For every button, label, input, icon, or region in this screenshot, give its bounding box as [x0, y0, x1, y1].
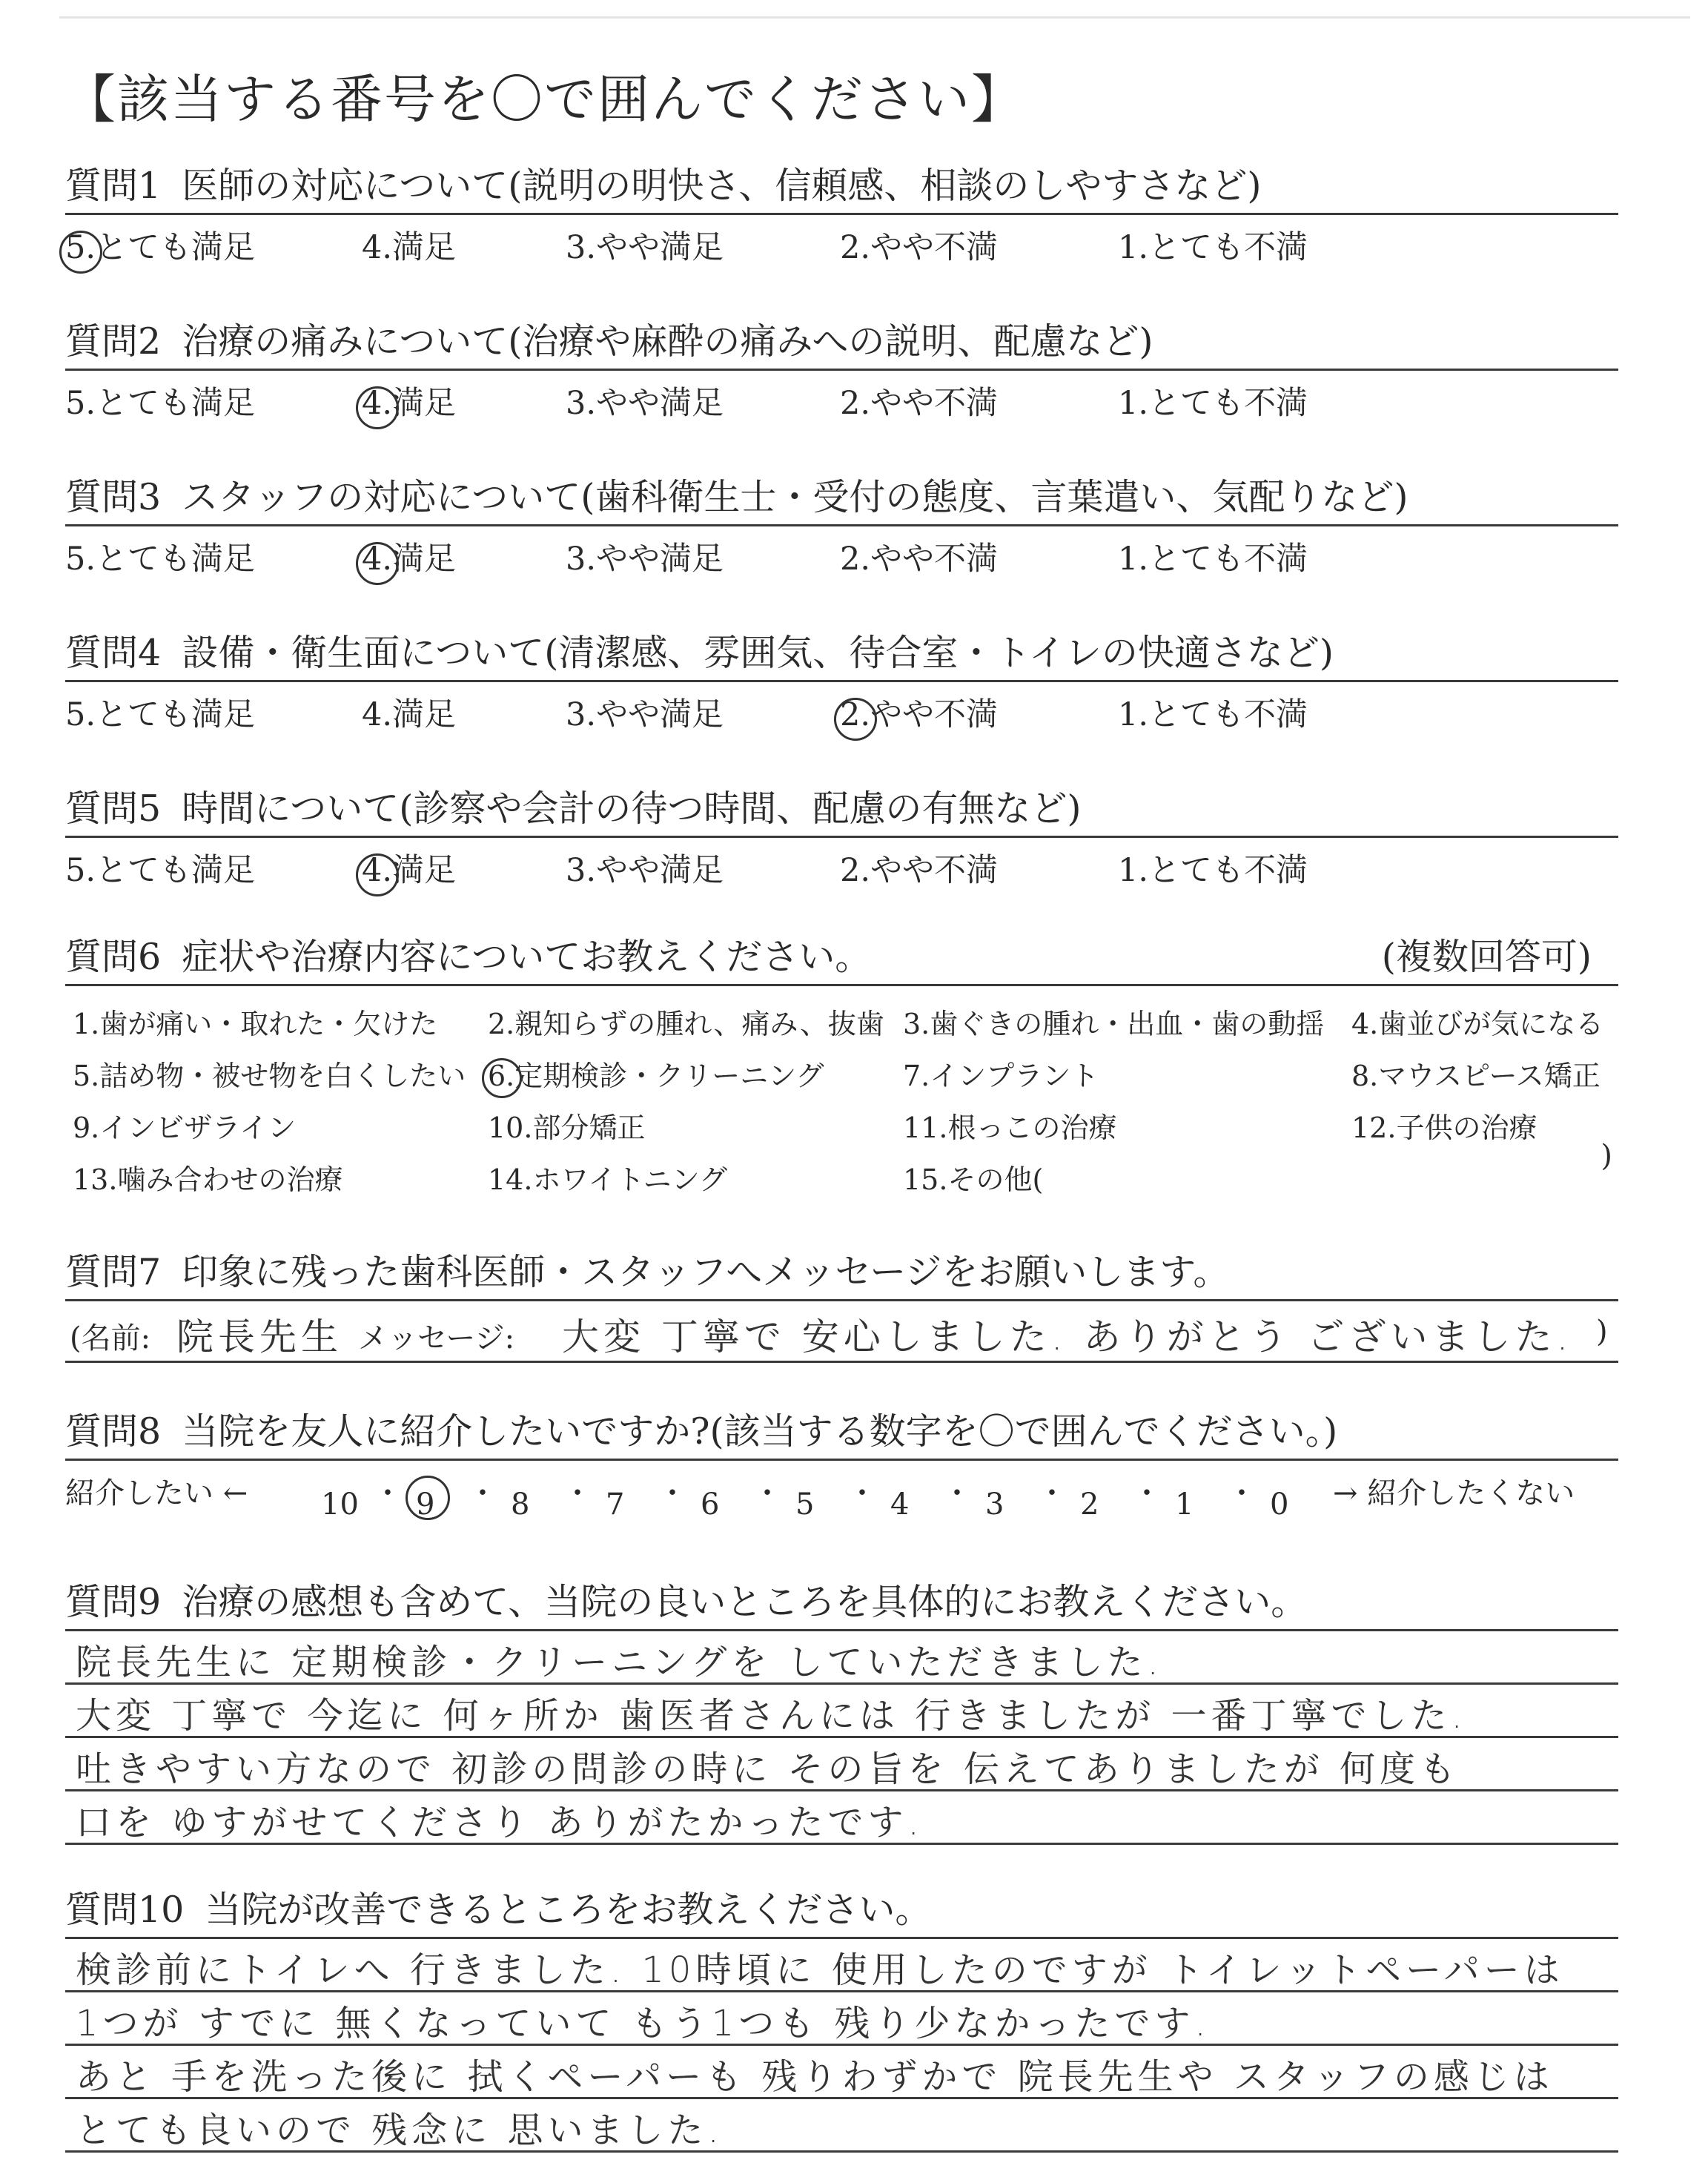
option-label: 子供の治療 — [1396, 1112, 1537, 1144]
message-label: メッセージ: — [358, 1321, 515, 1355]
question-number: 質問6 — [65, 936, 162, 978]
treatment-option[interactable] — [488, 1105, 645, 1146]
rating-option[interactable] — [840, 222, 998, 268]
question-number: 質問7 — [65, 1251, 162, 1293]
question-2 — [65, 315, 1618, 424]
option-label: インプラント — [930, 1060, 1099, 1092]
option-number: 5. — [65, 696, 96, 733]
option-label: 満足 — [392, 541, 457, 578]
option-number: 2. — [840, 385, 871, 422]
handwritten-line[interactable]: 吐きやすい方なので 初診の問診の時に その旨を 伝えてありましたが 何度も — [76, 1748, 1460, 1790]
rating-option[interactable] — [65, 845, 255, 891]
page-title: 【該当する番号を〇で囲んでください】 — [64, 69, 1025, 130]
option-label: やや満足 — [596, 229, 724, 266]
rating-option[interactable] — [65, 222, 255, 268]
recommend-scale: 紹介したい ← → 紹介したくない 10 ・ 9 ・ 8 ・ 7 ・ 6 ・ 5 ・ 4 ・ 3 ・ 2 ・ 1 ・ 0 — [65, 1461, 1618, 1513]
treatment-option[interactable] — [73, 1001, 437, 1042]
answer-ruled-line — [65, 1937, 1618, 1939]
option-label: その他( — [947, 1163, 1044, 1196]
question-text: 症状や治療内容についてお教えください。 — [182, 936, 872, 978]
option-label: 根っこの治療 — [947, 1112, 1117, 1144]
question-6 — [65, 931, 1618, 1201]
option-label: やや満足 — [596, 852, 724, 889]
rating-options — [65, 838, 1618, 891]
option-number: 3. — [566, 385, 597, 422]
option-number: 1. — [1118, 852, 1149, 889]
option-label: 定期検診・クリーニング — [514, 1060, 824, 1092]
option-label: 歯が痛い・取れた・欠けた — [99, 1008, 438, 1040]
treatment-option[interactable] — [73, 1105, 296, 1146]
rating-option[interactable] — [65, 534, 255, 579]
question-number: 質問4 — [65, 632, 162, 674]
name-label: (名前: — [70, 1321, 151, 1355]
option-number: 2. — [840, 541, 871, 578]
question-10 — [65, 1883, 1618, 2158]
option-number: 5. — [65, 541, 96, 578]
rating-option[interactable] — [1118, 534, 1308, 579]
option-number: 12. — [1351, 1112, 1397, 1144]
option-number: 5. — [65, 229, 96, 266]
rating-options — [65, 215, 1618, 268]
option-label: とても満足 — [96, 385, 256, 422]
rating-option[interactable] — [65, 690, 255, 735]
question-5 — [65, 782, 1618, 891]
option-number: 3. — [903, 1008, 930, 1040]
treatment-option[interactable] — [903, 1053, 1099, 1094]
rating-option[interactable] — [566, 222, 724, 268]
rating-option[interactable] — [362, 378, 456, 423]
handwritten-line[interactable]: 口を ゆすがせてくださり ありがたかったです. — [76, 1802, 924, 1843]
option-label: やや満足 — [596, 385, 724, 422]
question-number: 質問2 — [65, 320, 162, 363]
option-label: とても不満 — [1148, 229, 1308, 266]
option-label: やや満足 — [596, 696, 724, 733]
option-number: 1. — [1118, 696, 1149, 733]
option-number: 1. — [1118, 541, 1149, 578]
divider — [65, 1361, 1618, 1363]
question-8 — [65, 1405, 1618, 1522]
question-number: 質問9 — [65, 1581, 162, 1623]
question-text: 設備・衛生面について(清潔感、雰囲気、待合室・トイレの快適さなど) — [182, 632, 1334, 674]
other-close-paren: ) — [1601, 1139, 1612, 1173]
question-9 — [65, 1576, 1618, 1850]
option-label: マウスピース矯正 — [1378, 1060, 1601, 1092]
option-number: 3. — [566, 229, 597, 266]
question-text: 医師の対応について(説明の明快さ、信頼感、相談のしやすさなど) — [182, 165, 1262, 207]
option-number: 1. — [1118, 229, 1149, 266]
treatment-option[interactable] — [1351, 1001, 1603, 1042]
rating-option[interactable] — [566, 690, 724, 735]
question-text: 時間について(診察や会計の待つ時間、配慮の有無など) — [182, 787, 1082, 830]
option-label: 満足 — [392, 385, 457, 422]
scale-separator: ・ — [468, 1476, 497, 1510]
option-label: とても満足 — [96, 229, 256, 266]
scale-separator: ・ — [942, 1476, 972, 1510]
option-number: 15. — [903, 1163, 948, 1196]
rating-option[interactable] — [1118, 845, 1308, 891]
option-number: 8. — [1351, 1060, 1379, 1092]
treatment-option[interactable] — [73, 1053, 466, 1094]
rating-option[interactable] — [566, 378, 724, 423]
treatment-option[interactable] — [488, 1157, 727, 1198]
recommend-left-label: 紹介したい ← — [65, 1476, 248, 1510]
rating-option[interactable] — [1118, 690, 1308, 735]
option-label: 歯並びが気になる — [1378, 1008, 1604, 1040]
option-label: 満足 — [392, 852, 457, 889]
option-label: 部分矯正 — [532, 1112, 646, 1144]
answer-ruled-line — [65, 1629, 1618, 1631]
option-number: 3. — [566, 696, 597, 733]
question-text: 当院を友人に紹介したいですか?(該当する数字を〇で囲んでください。) — [182, 1410, 1338, 1453]
handwritten-line[interactable]: 1つが すでに 無くなっていて もう1つも 残り少なかったです. — [76, 2003, 1211, 2044]
option-label: やや満足 — [596, 541, 724, 578]
option-label: とても満足 — [96, 541, 256, 578]
question-number: 質問3 — [65, 476, 162, 518]
option-number: 5. — [73, 1060, 100, 1092]
question-text: 治療の痛みについて(治療や麻酔の痛みへの説明、配慮など) — [182, 320, 1153, 363]
rating-option[interactable] — [65, 378, 255, 423]
option-label: 噛み合わせの治療 — [117, 1163, 343, 1196]
rating-option[interactable] — [362, 222, 456, 268]
question-4 — [65, 627, 1618, 736]
option-number: 5. — [65, 385, 96, 422]
selected-circle-mark — [482, 1058, 522, 1098]
scale-separator: ・ — [658, 1476, 687, 1510]
rating-option[interactable] — [840, 845, 998, 891]
improvement-answer — [65, 1937, 1618, 2158]
option-number: 2. — [488, 1008, 515, 1040]
option-number: 11. — [903, 1112, 948, 1144]
option-label: インビザライン — [99, 1112, 297, 1144]
good-points-answer — [65, 1629, 1618, 1850]
treatment-option[interactable] — [73, 1157, 342, 1198]
treatment-option[interactable] — [903, 1105, 1116, 1146]
option-number: 1. — [73, 1008, 100, 1040]
option-label: 親知らずの腫れ、痛み、抜歯 — [514, 1008, 884, 1040]
rating-option[interactable] — [1118, 222, 1308, 268]
treatment-option[interactable] — [1351, 1105, 1537, 1146]
option-number: 4. — [362, 852, 392, 889]
option-number: 13. — [73, 1163, 118, 1196]
option-label: とても満足 — [96, 696, 256, 733]
treatment-option[interactable] — [903, 1157, 1043, 1198]
rating-option[interactable] — [566, 845, 724, 891]
message-line — [65, 1301, 1618, 1361]
option-label: とても満足 — [96, 852, 256, 889]
scale-separator: ・ — [563, 1476, 592, 1510]
option-label: 満足 — [392, 229, 457, 266]
question-number: 質問10 — [65, 1889, 185, 1931]
rating-option[interactable] — [840, 690, 998, 735]
option-number: 2. — [840, 852, 871, 889]
option-number: 4. — [1351, 1008, 1379, 1040]
selected-circle-mark — [59, 231, 102, 274]
scale-separator: ・ — [847, 1476, 877, 1510]
question-text: 印象に残った歯科医師・スタッフへメッセージをお願いします。 — [182, 1251, 1230, 1293]
option-label: やや不満 — [870, 229, 999, 266]
option-label: やや不満 — [870, 541, 999, 578]
option-number: 3. — [566, 541, 597, 578]
option-number: 4. — [362, 229, 393, 266]
rating-option[interactable] — [840, 378, 998, 423]
option-number: 7. — [903, 1060, 930, 1092]
treatment-option[interactable] — [488, 1053, 824, 1094]
rating-options — [65, 371, 1618, 424]
handwritten-line[interactable]: とても良いので 残念に 思いました. — [76, 2110, 724, 2151]
option-number: 2. — [840, 229, 871, 266]
selected-circle-mark — [356, 542, 399, 585]
message-close-paren: ) — [1596, 1315, 1608, 1349]
option-number: 4. — [362, 696, 393, 733]
option-label: やや不満 — [870, 852, 999, 889]
question-text: 治療の感想も含めて、当院の良いところを具体的にお教えください。 — [182, 1581, 1308, 1623]
option-number: 1. — [1118, 385, 1149, 422]
question-number: 質問8 — [65, 1410, 162, 1453]
option-number: 4. — [362, 385, 392, 422]
scale-separator: ・ — [752, 1476, 782, 1510]
option-number: 5. — [65, 852, 96, 889]
selected-circle-mark — [356, 386, 399, 429]
scale-separator: ・ — [1037, 1476, 1067, 1510]
option-number: 6. — [488, 1060, 514, 1092]
rating-option[interactable] — [362, 845, 456, 891]
question-3 — [65, 471, 1618, 580]
question-text: 当院が改善できるところをお教えください。 — [205, 1889, 932, 1931]
option-number: 2. — [840, 696, 870, 733]
question-7 — [65, 1246, 1618, 1363]
treatment-option[interactable] — [1351, 1053, 1601, 1094]
selected-circle-mark — [834, 698, 877, 741]
selected-circle-mark — [356, 853, 399, 896]
scale-separator: ・ — [373, 1476, 403, 1510]
option-number: 10. — [488, 1112, 533, 1144]
option-label: とても不満 — [1148, 852, 1308, 889]
handwritten-line[interactable]: 院長先生に 定期検診・クリーニングを していただきました. — [76, 1642, 1163, 1683]
rating-option[interactable] — [362, 690, 456, 735]
question-number: 質問5 — [65, 787, 162, 830]
name-value[interactable]: 院長先生 — [176, 1315, 342, 1358]
treatment-option[interactable] — [903, 1001, 1324, 1042]
treatment-options — [65, 986, 1618, 1201]
top-border — [59, 16, 1690, 19]
rating-option[interactable] — [840, 534, 998, 579]
rating-option[interactable] — [566, 534, 724, 579]
rating-options — [65, 526, 1618, 580]
rating-option[interactable] — [1118, 378, 1308, 423]
option-label: やや不満 — [870, 385, 999, 422]
option-label: 満足 — [392, 696, 457, 733]
option-number: 9. — [73, 1112, 100, 1144]
handwritten-line[interactable]: 大変 丁寧で 今迄に 何ヶ所か 歯医者さんには 行きましたが 一番丁寧でした. — [76, 1695, 1467, 1737]
option-number: 3. — [566, 852, 597, 889]
rating-options — [65, 682, 1618, 736]
question-1 — [65, 159, 1618, 268]
handwritten-line[interactable]: 検診前にトイレへ 行きました. 10時頃に 使用したのですが トイレットペーパーは — [76, 1949, 1564, 1991]
handwritten-line[interactable]: あと 手を洗った後に 拭くペーパーも 残りわずかで 院長先生や スタッフの感じは — [76, 2056, 1554, 2098]
question-number: 質問1 — [65, 165, 162, 207]
multiple-answers-note: (複数回答可) — [1381, 936, 1592, 978]
option-number: 14. — [488, 1163, 533, 1196]
option-number: 4. — [362, 541, 392, 578]
option-label: やや不満 — [870, 696, 999, 733]
option-label: とても不満 — [1148, 385, 1308, 422]
option-label: とても不満 — [1148, 541, 1308, 578]
rating-option[interactable] — [362, 534, 456, 579]
recommend-right-label: → 紹介したくない — [1333, 1476, 1575, 1510]
option-label: 歯ぐきの腫れ・出血・歯の動揺 — [930, 1008, 1325, 1040]
scale-separator: ・ — [1132, 1476, 1162, 1510]
option-label: とても不満 — [1148, 696, 1308, 733]
option-label: ホワイトニング — [532, 1163, 728, 1196]
scale-separator: ・ — [1227, 1476, 1257, 1510]
message-value[interactable]: 大変 丁寧で 安心しました. ありがとう ございました. — [562, 1315, 1573, 1358]
question-text: スタッフの対応について(歯科衛生士・受付の態度、言葉遣い、気配りなど) — [182, 476, 1409, 518]
treatment-option[interactable] — [488, 1001, 884, 1042]
option-label: 詰め物・被せ物を白くしたい — [99, 1060, 466, 1092]
